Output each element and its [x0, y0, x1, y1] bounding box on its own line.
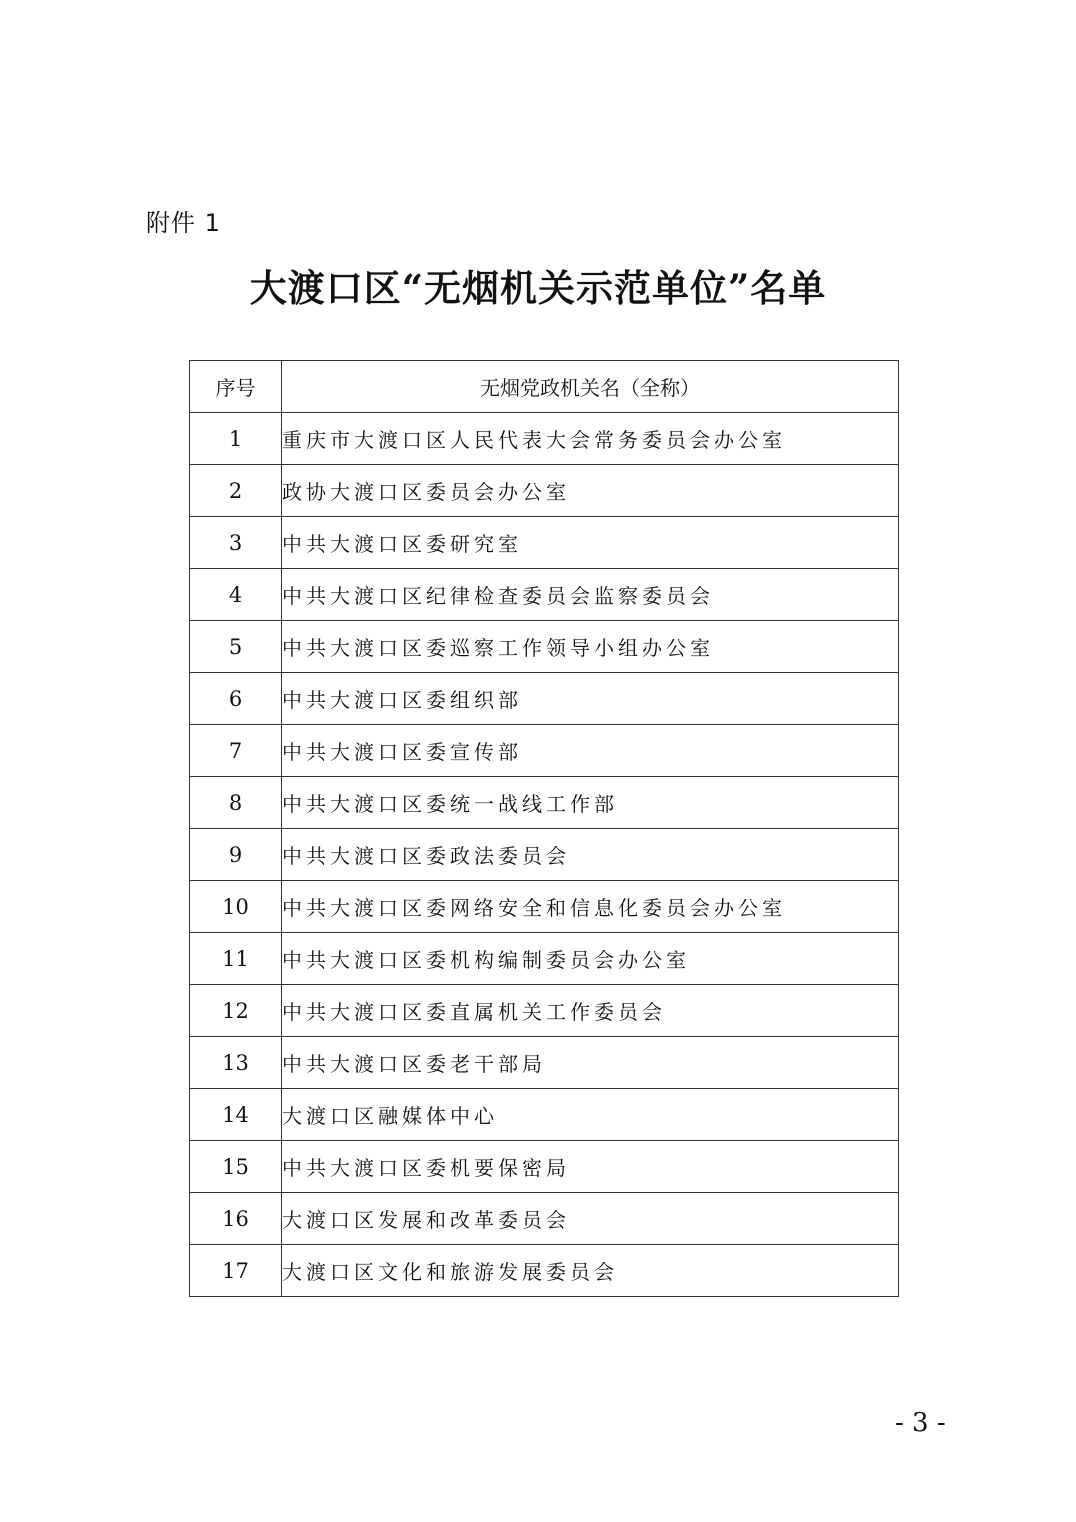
row-unit-name: 重庆市大渡口区人民代表大会常务委员会办公室: [282, 413, 899, 465]
row-serial-number: 12: [190, 985, 282, 1037]
table-row: [190, 933, 899, 985]
table-row: [190, 1193, 899, 1245]
row-unit-name: 中共大渡口区纪律检查委员会监察委员会: [282, 569, 899, 621]
row-serial-number: 15: [190, 1141, 282, 1193]
table-header-row: [190, 361, 899, 413]
row-unit-name: 大渡口区发展和改革委员会: [282, 1193, 899, 1245]
table-row: [190, 725, 899, 777]
table-row: [190, 881, 899, 933]
table-row: [190, 829, 899, 881]
row-serial-number: 17: [190, 1245, 282, 1297]
row-unit-name: 中共大渡口区委统一战线工作部: [282, 777, 899, 829]
row-serial-number: 8: [190, 777, 282, 829]
table-row: [190, 621, 899, 673]
row-unit-name: 中共大渡口区委政法委员会: [282, 829, 899, 881]
row-serial-number: 7: [190, 725, 282, 777]
row-serial-number: 11: [190, 933, 282, 985]
row-unit-name: 中共大渡口区委组织部: [282, 673, 899, 725]
table-row: [190, 1245, 899, 1297]
table-row: [190, 517, 899, 569]
page-number: - 3 -: [895, 1408, 946, 1438]
row-serial-number: 5: [190, 621, 282, 673]
table-row: [190, 777, 899, 829]
table-row: [190, 465, 899, 517]
row-unit-name: 中共大渡口区委巡察工作领导小组办公室: [282, 621, 899, 673]
table-row: [190, 569, 899, 621]
document-title: 大渡口区“无烟机关示范单位”名单: [249, 266, 827, 310]
row-serial-number: 1: [190, 413, 282, 465]
row-unit-name: 中共大渡口区委研究室: [282, 517, 899, 569]
units-table: [189, 360, 899, 1297]
table-row: [190, 413, 899, 465]
row-serial-number: 4: [190, 569, 282, 621]
table-row: [190, 985, 899, 1037]
row-serial-number: 10: [190, 881, 282, 933]
row-serial-number: 13: [190, 1037, 282, 1089]
row-unit-name: 大渡口区文化和旅游发展委员会: [282, 1245, 899, 1297]
header-serial-number: 序号: [190, 361, 282, 413]
row-unit-name: 中共大渡口区委老干部局: [282, 1037, 899, 1089]
row-serial-number: 6: [190, 673, 282, 725]
row-unit-name: 中共大渡口区委直属机关工作委员会: [282, 985, 899, 1037]
row-unit-name: 大渡口区融媒体中心: [282, 1089, 899, 1141]
row-unit-name: 中共大渡口区委网络安全和信息化委员会办公室: [282, 881, 899, 933]
row-unit-name: 中共大渡口区委宣传部: [282, 725, 899, 777]
table-row: [190, 1037, 899, 1089]
row-unit-name: 政协大渡口区委员会办公室: [282, 465, 899, 517]
row-serial-number: 14: [190, 1089, 282, 1141]
table-row: [190, 673, 899, 725]
row-serial-number: 16: [190, 1193, 282, 1245]
row-serial-number: 3: [190, 517, 282, 569]
table-row: [190, 1089, 899, 1141]
row-serial-number: 2: [190, 465, 282, 517]
row-serial-number: 9: [190, 829, 282, 881]
row-unit-name: 中共大渡口区委机要保密局: [282, 1141, 899, 1193]
header-unit-name: 无烟党政机关名（全称）: [282, 361, 899, 413]
table-row: [190, 1141, 899, 1193]
attachment-label: 附件 1: [146, 209, 221, 237]
row-unit-name: 中共大渡口区委机构编制委员会办公室: [282, 933, 899, 985]
